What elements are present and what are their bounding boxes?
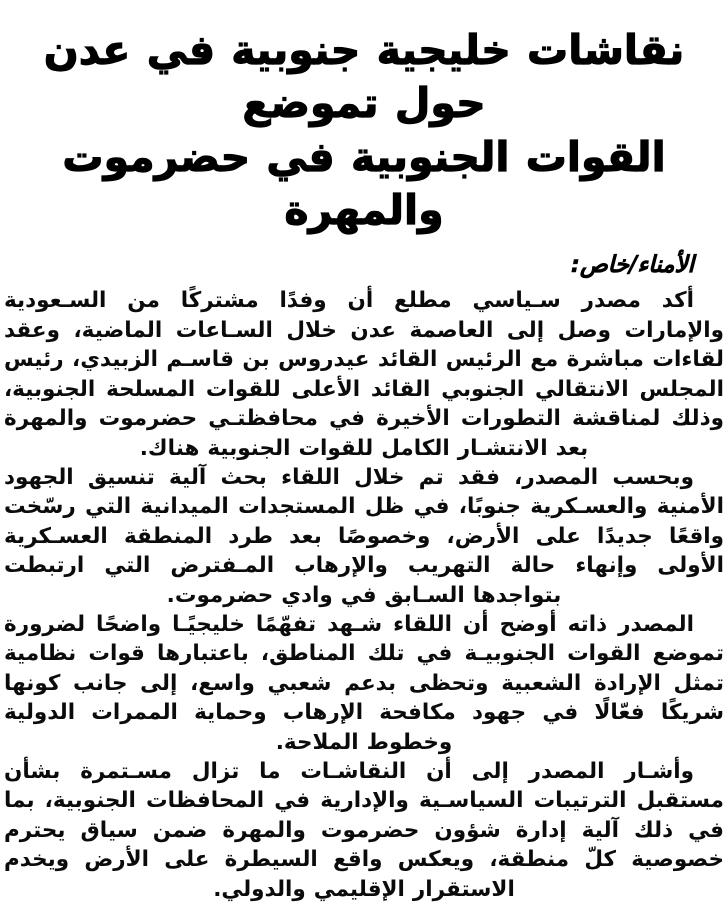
body-paragraph: وأشـار المصدر إلى أن النقاشـات ما تزال مسـتمرة بشأن مستقبل الترتيبات السياسـية والإدارية في المحافظات الجنوبية، بما في ذلك آلية إدارة شؤون حضرموت والمهرة ضمن سياق يحترم خصوصية كلّ منطقة، ويعكس واقع السيطرة على الأرض ويخدم الاستقرار الإقليمي والدولي. [4,758,724,902]
article-body [0,278,728,904]
page-title [0,0,728,237]
body-paragraph: أكد مصدر سـياسي مطلع أن وفدًا مشتركًا من السـعودية والإمارات وصل إلى العاصمة عدن خلال السـاعات الماضية، وعقد لقاءات مباشرة مع الرئيس القائد عيدروس بن قاسـم الزبيدي، رئيس المجلس الانتقالي الجنوبي القائد الأعلى للقوات المسلحة الجنوبية، وذلك لمناقشة التطورات الأخيرة في محافظتـي حضرموت والمهرة بعد الانتشـار الكامل للقوات الجنوبية هناك. [4,288,724,461]
headline-line-1: نقاشات خليجية جنوبية في عدن حول تموضع [43,26,685,128]
byline-row [0,237,728,278]
headline-line-2: القوات الجنوبية في حضرموت والمهرة [62,132,666,234]
body-paragraph: المصدر ذاته أوضح أن اللقاء شـهد تفهّمًا خليجيًـا واضحًا لضرورة تموضع القوات الجنوبيـة في تلك المناطق، باعتبارها قوات نظامية تمثل الإرادة الشعبية وتحظى بدعم شعبي واسع، إلى جانب كونها شريكًا فعّالًا في جهود مكافحة الإرهاب وحماية الممرات الدولية وخطوط الملاحة. [4,611,724,755]
byline: الأمناء/خاص: [570,252,694,279]
body-paragraph: وبحسب المصدر، فقد تم خلال اللقاء بحث آلية تنسيق الجهود الأمنية والعسـكرية جنوبًا، في ظل المستجدات الميدانية التي رسّخت واقعًا جديدًا على الأرض، وخصوصًا بعد طرد المنطقة العسـكرية الأولى وإنهاء حالة التهريب والإرهاب المـفترض التي ارتبطت بتواجدها السـابق في وادي حضرموت. [4,464,724,608]
